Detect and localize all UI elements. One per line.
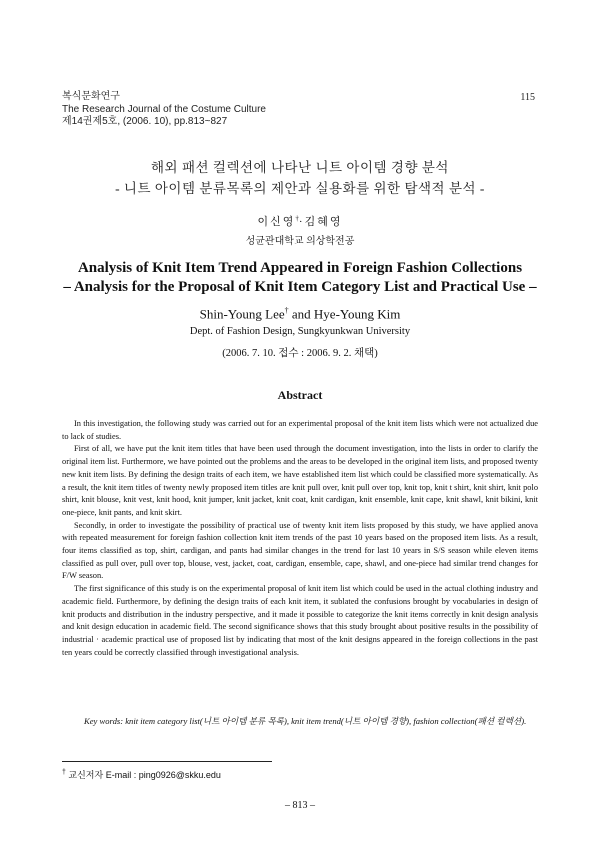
journal-name-en: The Research Journal of the Costume Culture xyxy=(62,103,266,115)
english-department: Dept. of Fashion Design, Sungkyunkwan University xyxy=(189,326,411,337)
page-number: 115 xyxy=(520,92,535,103)
abstract-paragraph: First of all, we have put the knit item titles that have been used through the document investigation, into the lists in order to clarify the original item list. Furthermore, we have pointed out the problems and the areas to be developed in the original item lists, and proposed twenty new knit item lists. By defining the design traits of each item, we have established item list which could be classified more systematically. As a result, the knit item titles of twenty newly proposed item titles are knit pull over, knit pull over top, knit top, knit t shirt, knit shirt, knit polo shirt, knit blouse, knit vest, knit hood, knit jumper, knit jacket, knit coat, knit cardigan, knit ensemble, knit cape, knit shawl, knit bikini, knit one-piece, knit pants, and knit skirt. xyxy=(62,444,538,517)
author-separator: · xyxy=(298,216,305,228)
abstract-heading: Abstract xyxy=(277,388,323,402)
keywords xyxy=(84,715,538,728)
author-connector: and xyxy=(288,306,314,322)
footnote xyxy=(62,768,221,781)
abstract-paragraph: Secondly, in order to investigate the possibility of practical use of twenty knit item lists proposed by this study, we have applied anova with repeated measurement for foreign fashion collection knit item trends of the past 10 years based on the proposed item lists. As a result, four items classified as top, shirt, cardigan, and pants had similar changes in the trend for last 10 years in S/S season while eleven items classified as pull over, pull over top, blouse, vest, jacket, coat, cardigan, ensemble, cape, shawl, and one-piece had similar trend changes for F/W season. xyxy=(62,520,538,581)
keywords-label: Key words: xyxy=(84,716,124,726)
footnote-mark: † xyxy=(62,769,66,776)
author1-ko: 이신영 xyxy=(257,216,296,228)
english-subtitle: – Analysis for the Proposal of Knit Item Category List and Practical Use – xyxy=(63,279,537,295)
korean-affiliation: 성균관대학교 의상학전공 xyxy=(245,236,355,247)
author2-ko: 김혜영 xyxy=(304,216,343,228)
volume-info: 제14권제5호, (2006. 10), pp.813~827 xyxy=(62,116,228,127)
abstract-body xyxy=(62,418,538,659)
abstract-paragraph: In this investigation, the following study was carried out for an experimental proposal of the knit item lists which were not actualized due to lack of studies. xyxy=(62,419,538,441)
corresponding-mark-en: † xyxy=(284,306,289,315)
author1-en: Shin-Young Lee xyxy=(199,306,285,322)
folio: – 813 – xyxy=(285,800,315,811)
footnote-text: 교신저자 E-mail : ping0926@skku.edu xyxy=(68,770,221,780)
korean-authors xyxy=(0,213,600,229)
keywords-text: knit item category list(니트 아이템 분류 목록), knit item trend(니트 아이템 경향), fashion collection(패션 컬렉션). xyxy=(125,716,527,726)
received-accepted-dates: (2006. 7. 10. 접수 : 2006. 9. 2. 채택) xyxy=(222,348,378,359)
author2-en: Hye-Young Kim xyxy=(313,306,401,322)
footnote-divider xyxy=(62,761,272,762)
korean-subtitle: - 니트 아이템 분류목록의 제안과 실용화를 위한 탐색적 분석 - xyxy=(115,181,485,196)
korean-title: 해외 패션 컬렉션에 나타난 니트 아이템 경향 분석 xyxy=(151,160,449,175)
english-title: Analysis of Knit Item Trend Appeared in Foreign Fashion Collections xyxy=(77,260,523,276)
journal-header xyxy=(62,91,266,129)
abstract-paragraph: The first significance of this study is on the experimental proposal of knit item list which could be used in the actual clothing industry and academic field. Furthermore, by defining the design traits of each knit item, it sublated the confusions brought by vocabularies in design of knit products and distribution in the industry perspective, and it made it possible to categorize the knit items correctly in knit design analysis and knit design education in academic field. The second significance shows that this study brought about positive results in the possibility of industrial · academic practical use of proposed list by indicating that most of the knit designs appeared in the foreign collections in the past ten years could be correctly classified through investigational analysis. xyxy=(62,584,538,657)
journal-name-ko: 복식문화연구 xyxy=(62,91,120,102)
corresponding-mark: † xyxy=(295,214,299,223)
english-authors xyxy=(0,306,600,322)
